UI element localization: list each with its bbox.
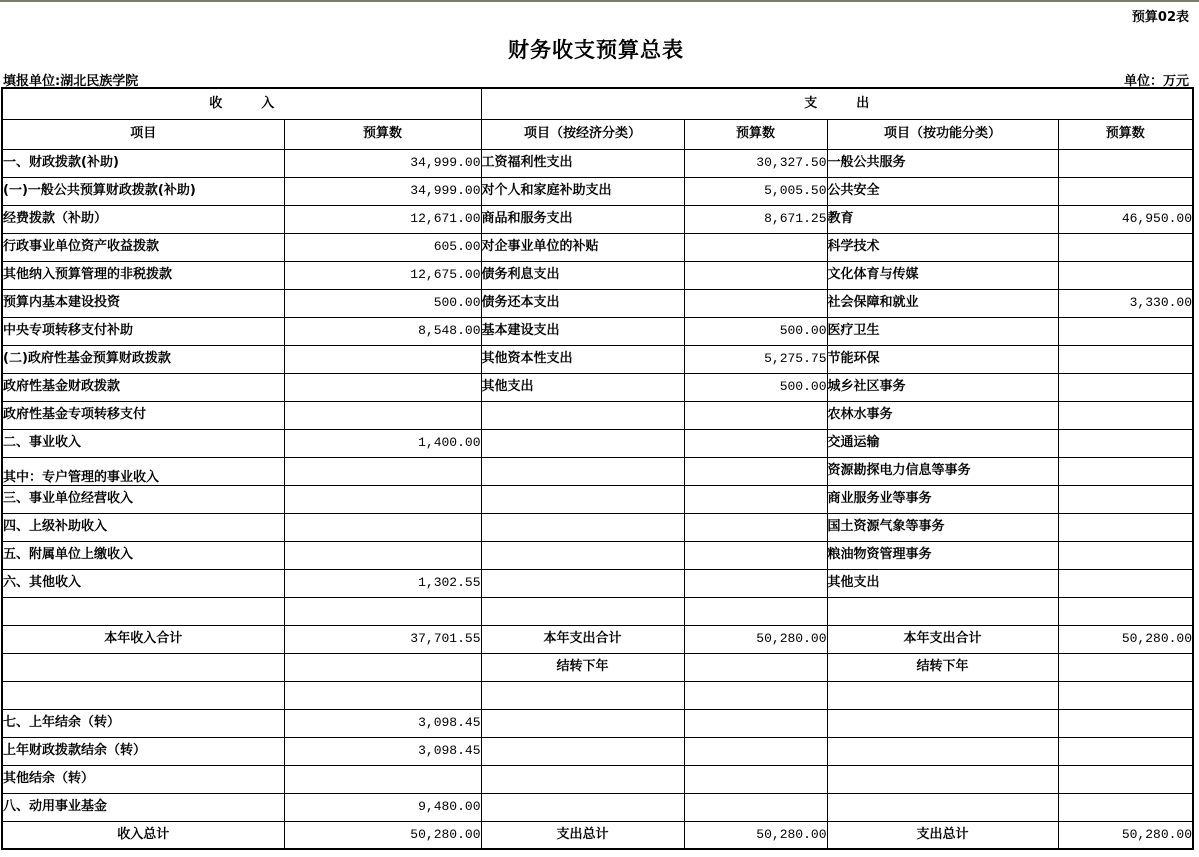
income-budget-cell bbox=[284, 597, 481, 625]
table-row bbox=[2, 793, 1193, 821]
income-item-cell: 经费拨款（补助） bbox=[2, 205, 284, 233]
income-budget-cell: 3,098.45 bbox=[284, 709, 481, 737]
table-row bbox=[2, 513, 1193, 541]
expense-func-item-cell: 一般公共服务 bbox=[827, 149, 1058, 177]
expense-econ-item-cell: 基本建设支出 bbox=[481, 317, 684, 345]
expense-func-budget-cell: 50,280.00 bbox=[1058, 821, 1193, 849]
expense-econ-budget-cell: 50,280.00 bbox=[684, 625, 827, 653]
expense-func-item-cell: 粮油物资管理事务 bbox=[827, 541, 1058, 569]
table-row bbox=[2, 373, 1193, 401]
expense-econ-item-cell bbox=[481, 737, 684, 765]
expense-econ-item-cell bbox=[481, 681, 684, 709]
expense-func-budget-cell: 46,950.00 bbox=[1058, 205, 1193, 233]
expense-econ-item-cell: 结转下年 bbox=[481, 653, 684, 681]
reporting-unit-label: 填报单位:湖北民族学院 bbox=[3, 74, 139, 89]
income-budget-cell: 34,999.00 bbox=[284, 149, 481, 177]
income-budget-cell bbox=[284, 485, 481, 513]
income-budget-cell: 1,302.55 bbox=[284, 569, 481, 597]
income-budget-cell: 12,675.00 bbox=[284, 261, 481, 289]
expense-econ-item-cell bbox=[481, 541, 684, 569]
income-item-cell: 五、附属单位上缴收入 bbox=[2, 541, 284, 569]
table-row bbox=[2, 681, 1193, 709]
expense-func-item-cell: 教育 bbox=[827, 205, 1058, 233]
expense-func-budget-cell bbox=[1058, 149, 1193, 177]
expense-econ-budget-cell bbox=[684, 233, 827, 261]
expense-func-item-cell: 社会保障和就业 bbox=[827, 289, 1058, 317]
table-row bbox=[2, 485, 1193, 513]
income-item-cell: 一、财政拨款(补助) bbox=[2, 149, 284, 177]
table-row bbox=[2, 821, 1193, 849]
expense-econ-item-cell bbox=[481, 793, 684, 821]
expense-econ-item-cell bbox=[481, 457, 684, 485]
table-row bbox=[2, 261, 1193, 289]
income-item-cell: 三、事业单位经营收入 bbox=[2, 485, 284, 513]
income-item-cell: 其他结余（转） bbox=[2, 765, 284, 793]
income-budget-cell: 3,098.45 bbox=[284, 737, 481, 765]
table-row bbox=[2, 625, 1193, 653]
income-item-cell: 政府性基金财政拨款 bbox=[2, 373, 284, 401]
table-row bbox=[2, 429, 1193, 457]
expense-func-budget-cell: 50,280.00 bbox=[1058, 625, 1193, 653]
income-item-cell: 行政事业单位资产收益拨款 bbox=[2, 233, 284, 261]
expense-func-budget-cell bbox=[1058, 793, 1193, 821]
expense-func-budget-cell bbox=[1058, 233, 1193, 261]
income-item-cell bbox=[2, 681, 284, 709]
income-item-cell: (一)一般公共预算财政拨款(补助) bbox=[2, 177, 284, 205]
income-budget-cell: 37,701.55 bbox=[284, 625, 481, 653]
col-header-expense-econ-item: 项目（按经济分类） bbox=[481, 119, 684, 149]
table-row bbox=[2, 317, 1193, 345]
window-top-border bbox=[0, 0, 1199, 2]
expense-econ-item-cell bbox=[481, 709, 684, 737]
expense-func-item-cell bbox=[827, 597, 1058, 625]
table-row bbox=[2, 765, 1193, 793]
income-budget-cell: 50,280.00 bbox=[284, 821, 481, 849]
income-item-cell: 上年财政拨款结余（转） bbox=[2, 737, 284, 765]
expense-econ-item-cell: 对个人和家庭补助支出 bbox=[481, 177, 684, 205]
expense-econ-budget-cell bbox=[684, 485, 827, 513]
expense-func-item-cell: 公共安全 bbox=[827, 177, 1058, 205]
income-item-cell bbox=[2, 597, 284, 625]
unit-label: 单位：万元 bbox=[1123, 74, 1189, 89]
expense-func-budget-cell bbox=[1058, 317, 1193, 345]
expense-func-budget-cell bbox=[1058, 541, 1193, 569]
expense-econ-item-cell: 商品和服务支出 bbox=[481, 205, 684, 233]
table-row bbox=[2, 401, 1193, 429]
expense-func-item-cell bbox=[827, 793, 1058, 821]
expense-func-budget-cell bbox=[1058, 261, 1193, 289]
expense-econ-item-cell: 工资福利性支出 bbox=[481, 149, 684, 177]
table-row bbox=[2, 289, 1193, 317]
expense-func-budget-cell bbox=[1058, 569, 1193, 597]
table-row bbox=[2, 709, 1193, 737]
expense-func-item-cell: 结转下年 bbox=[827, 653, 1058, 681]
expense-econ-item-cell bbox=[481, 569, 684, 597]
expense-econ-budget-cell bbox=[684, 765, 827, 793]
income-item-cell: 中央专项转移支付补助 bbox=[2, 317, 284, 345]
expense-func-item-cell bbox=[827, 765, 1058, 793]
expense-econ-item-cell bbox=[481, 485, 684, 513]
income-budget-cell bbox=[284, 653, 481, 681]
income-item-cell: (二)政府性基金预算财政拨款 bbox=[2, 345, 284, 373]
expense-econ-budget-cell bbox=[684, 653, 827, 681]
expense-econ-budget-cell bbox=[684, 541, 827, 569]
expense-econ-budget-cell: 50,280.00 bbox=[684, 821, 827, 849]
budget-table-body bbox=[2, 149, 1193, 849]
income-budget-cell bbox=[284, 457, 481, 485]
expense-econ-item-cell: 其他资本性支出 bbox=[481, 345, 684, 373]
income-budget-cell: 1,400.00 bbox=[284, 429, 481, 457]
expense-func-budget-cell: 3,330.00 bbox=[1058, 289, 1193, 317]
expense-func-budget-cell bbox=[1058, 709, 1193, 737]
expense-func-budget-cell bbox=[1058, 513, 1193, 541]
income-item-cell: 其他纳入预算管理的非税拨款 bbox=[2, 261, 284, 289]
table-row bbox=[2, 177, 1193, 205]
expense-func-item-cell: 交通运输 bbox=[827, 429, 1058, 457]
expense-econ-budget-cell: 500.00 bbox=[684, 373, 827, 401]
expenditure-section-header: 支 出 bbox=[481, 88, 1193, 119]
expense-func-item-cell: 资源勘探电力信息等事务 bbox=[827, 457, 1058, 485]
expense-econ-budget-cell: 500.00 bbox=[684, 317, 827, 345]
table-row bbox=[2, 149, 1193, 177]
income-budget-cell bbox=[284, 401, 481, 429]
income-item-cell: 收入总计 bbox=[2, 821, 284, 849]
expense-econ-item-cell: 其他支出 bbox=[481, 373, 684, 401]
expense-func-budget-cell bbox=[1058, 401, 1193, 429]
income-item-cell: 预算内基本建设投资 bbox=[2, 289, 284, 317]
income-budget-cell bbox=[284, 681, 481, 709]
expense-func-budget-cell bbox=[1058, 177, 1193, 205]
table-row bbox=[2, 541, 1193, 569]
expense-econ-item-cell bbox=[481, 429, 684, 457]
expense-econ-budget-cell: 5,005.50 bbox=[684, 177, 827, 205]
expense-econ-item-cell bbox=[481, 597, 684, 625]
expense-econ-budget-cell bbox=[684, 681, 827, 709]
expense-econ-budget-cell bbox=[684, 261, 827, 289]
expense-func-item-cell: 节能环保 bbox=[827, 345, 1058, 373]
expense-func-item-cell bbox=[827, 681, 1058, 709]
table-row bbox=[2, 597, 1193, 625]
expense-econ-item-cell bbox=[481, 513, 684, 541]
income-section-header: 收 入 bbox=[2, 88, 481, 119]
income-item-cell: 政府性基金专项转移支付 bbox=[2, 401, 284, 429]
expense-func-item-cell: 商业服务业等事务 bbox=[827, 485, 1058, 513]
expense-func-item-cell bbox=[827, 709, 1058, 737]
income-budget-cell: 605.00 bbox=[284, 233, 481, 261]
expense-econ-budget-cell: 5,275.75 bbox=[684, 345, 827, 373]
page-title: 财务收支预算总表 bbox=[508, 37, 684, 62]
expense-func-item-cell: 其他支出 bbox=[827, 569, 1058, 597]
expense-func-item-cell: 医疗卫生 bbox=[827, 317, 1058, 345]
budget-table bbox=[1, 87, 1194, 850]
expense-econ-item-cell: 债务利息支出 bbox=[481, 261, 684, 289]
expense-func-item-cell: 国土资源气象等事务 bbox=[827, 513, 1058, 541]
col-header-expense-econ-budget: 预算数 bbox=[684, 119, 827, 149]
expense-func-item-cell bbox=[827, 737, 1058, 765]
income-budget-cell bbox=[284, 345, 481, 373]
expense-func-budget-cell bbox=[1058, 737, 1193, 765]
income-item-cell: 七、上年结余（转） bbox=[2, 709, 284, 737]
expense-econ-item-cell: 支出总计 bbox=[481, 821, 684, 849]
expense-econ-item-cell: 本年支出合计 bbox=[481, 625, 684, 653]
table-row bbox=[2, 233, 1193, 261]
column-header-row bbox=[2, 119, 1193, 149]
expense-func-budget-cell bbox=[1058, 373, 1193, 401]
expense-econ-item-cell bbox=[481, 765, 684, 793]
income-item-cell: 其中：专户管理的事业收入 bbox=[2, 457, 284, 485]
income-item-cell: 八、动用事业基金 bbox=[2, 793, 284, 821]
expense-econ-budget-cell bbox=[684, 737, 827, 765]
col-header-income-budget: 预算数 bbox=[284, 119, 481, 149]
expense-func-budget-cell bbox=[1058, 457, 1193, 485]
expense-func-budget-cell bbox=[1058, 345, 1193, 373]
income-budget-cell bbox=[284, 373, 481, 401]
income-budget-cell: 12,671.00 bbox=[284, 205, 481, 233]
income-budget-cell bbox=[284, 541, 481, 569]
expense-func-budget-cell bbox=[1058, 653, 1193, 681]
expense-econ-budget-cell bbox=[684, 793, 827, 821]
expense-func-budget-cell bbox=[1058, 681, 1193, 709]
income-budget-cell: 500.00 bbox=[284, 289, 481, 317]
expense-econ-budget-cell bbox=[684, 709, 827, 737]
expense-func-budget-cell bbox=[1058, 429, 1193, 457]
col-header-expense-func-budget: 预算数 bbox=[1058, 119, 1193, 149]
col-header-expense-func-item: 项目（按功能分类） bbox=[827, 119, 1058, 149]
expense-func-item-cell: 科学技术 bbox=[827, 233, 1058, 261]
income-item-cell bbox=[2, 653, 284, 681]
expense-func-budget-cell bbox=[1058, 485, 1193, 513]
income-budget-cell bbox=[284, 765, 481, 793]
income-budget-cell: 9,480.00 bbox=[284, 793, 481, 821]
table-row bbox=[2, 569, 1193, 597]
table-row bbox=[2, 205, 1193, 233]
income-budget-cell: 8,548.00 bbox=[284, 317, 481, 345]
expense-econ-budget-cell bbox=[684, 597, 827, 625]
expense-econ-item-cell bbox=[481, 401, 684, 429]
expense-func-item-cell: 农林水事务 bbox=[827, 401, 1058, 429]
table-row bbox=[2, 653, 1193, 681]
expense-econ-budget-cell bbox=[684, 569, 827, 597]
table-row bbox=[2, 345, 1193, 373]
expense-econ-budget-cell bbox=[684, 457, 827, 485]
expense-func-item-cell: 城乡社区事务 bbox=[827, 373, 1058, 401]
expense-econ-item-cell: 债务还本支出 bbox=[481, 289, 684, 317]
expense-econ-budget-cell bbox=[684, 401, 827, 429]
expense-econ-budget-cell bbox=[684, 513, 827, 541]
income-item-cell: 六、其他收入 bbox=[2, 569, 284, 597]
expense-econ-item-cell: 对企事业单位的补贴 bbox=[481, 233, 684, 261]
expense-func-budget-cell bbox=[1058, 597, 1193, 625]
income-budget-cell bbox=[284, 513, 481, 541]
expense-func-item-cell: 文化体育与传媒 bbox=[827, 261, 1058, 289]
income-item-cell: 四、上级补助收入 bbox=[2, 513, 284, 541]
table-row bbox=[2, 457, 1193, 485]
col-header-income-item: 项目 bbox=[2, 119, 284, 149]
expense-func-item-cell: 本年支出合计 bbox=[827, 625, 1058, 653]
expense-econ-budget-cell: 8,671.25 bbox=[684, 205, 827, 233]
income-item-cell: 本年收入合计 bbox=[2, 625, 284, 653]
income-item-cell: 二、事业收入 bbox=[2, 429, 284, 457]
expense-econ-budget-cell bbox=[684, 429, 827, 457]
expense-econ-budget-cell: 30,327.50 bbox=[684, 149, 827, 177]
expense-econ-budget-cell bbox=[684, 289, 827, 317]
table-row bbox=[2, 737, 1193, 765]
sheet-number-label: 预算02表 bbox=[1131, 10, 1189, 25]
expense-func-budget-cell bbox=[1058, 765, 1193, 793]
expense-func-item-cell: 支出总计 bbox=[827, 821, 1058, 849]
income-budget-cell: 34,999.00 bbox=[284, 177, 481, 205]
section-header-row bbox=[2, 88, 1193, 119]
